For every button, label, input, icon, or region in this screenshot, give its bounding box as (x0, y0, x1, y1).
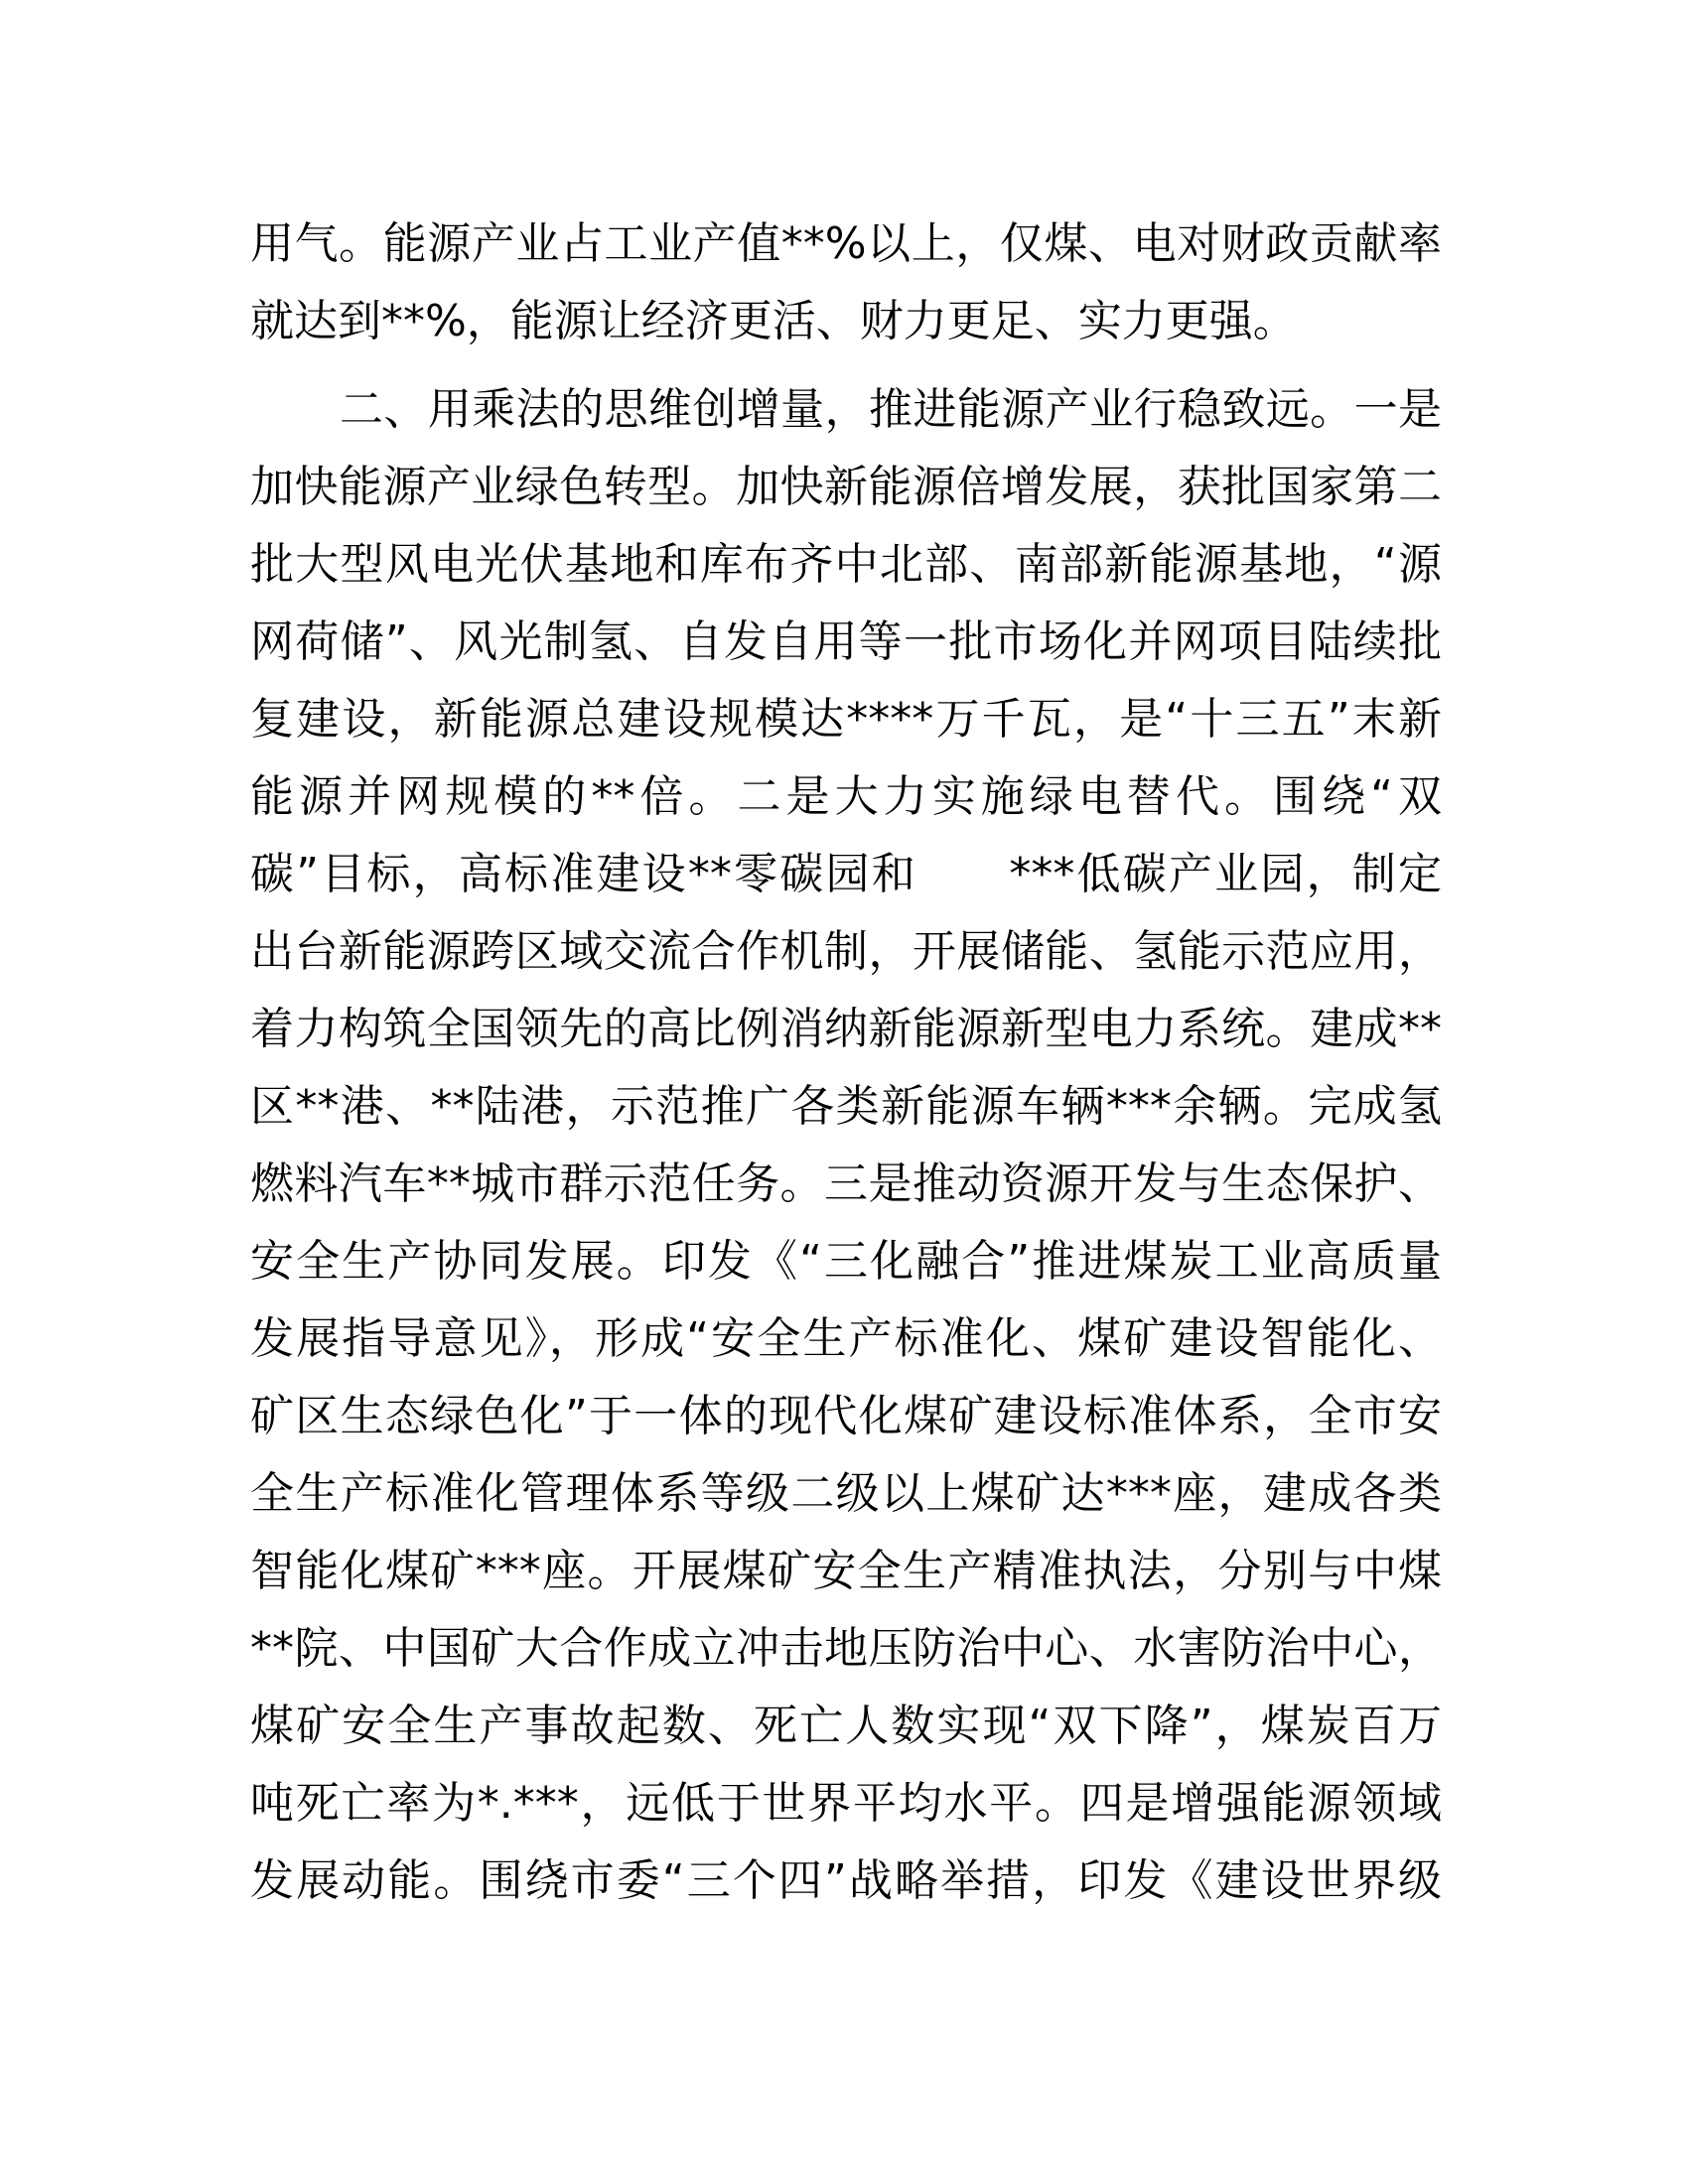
paragraph-line: 出台新能源跨区域交流合作机制，开展储能、氢能示范应用， (250, 926, 1442, 977)
paragraph-line: 发展动能。围绕市委“三个四”战略举措，印发《建设世界级 (250, 1855, 1442, 1906)
paragraph-line: 区**港、**陆港，示范推广各类新能源车辆***余辆。完成氢 (250, 1081, 1442, 1132)
paragraph-line: 着力构筑全国领先的高比例消纳新能源新型电力系统。建成** (250, 1004, 1442, 1054)
paragraph-line: 全生产标准化管理体系等级二级以上煤矿达***座，建成各类 (250, 1468, 1442, 1519)
paragraph-line: 二、用乘法的思维创增量，推进能源产业行稳致远。一是 (340, 384, 1442, 435)
paragraph-line: 就达到**%，能源让经济更活、财力更足、实力更强。 (250, 296, 1297, 346)
paragraph-line: 用气。能源产业占工业产值**%以上，仅煤、电对财政贡献率 (250, 218, 1442, 269)
paragraph-line: 吨死亡率为*.***，远低于世界平均水平。四是增强能源领域 (250, 1778, 1442, 1829)
paragraph-line: 复建设，新能源总建设规模达****万千瓦，是“十三五”末新 (250, 694, 1442, 745)
paragraph-line: **院、中国矿大合作成立冲击地压防治中心、水害防治中心， (250, 1623, 1442, 1674)
paragraph-line: 加快能源产业绿色转型。加快新能源倍增发展，获批国家第二 (250, 462, 1442, 512)
paragraph-line: 批大型风电光伏基地和库布齐中北部、南部新能源基地，“源 (250, 539, 1442, 590)
paragraph-line: 矿区生态绿色化”于一体的现代化煤矿建设标准体系，全市安 (250, 1391, 1442, 1441)
paragraph-line: 智能化煤矿***座。开展煤矿安全生产精准执法，分别与中煤 (250, 1546, 1442, 1596)
paragraph-line: 煤矿安全生产事故起数、死亡人数实现“双下降”，煤炭百万 (250, 1701, 1442, 1751)
paragraph-line: 发展指导意见》，形成“安全生产标准化、煤矿建设智能化、 (250, 1313, 1442, 1364)
paragraph-line: 安全生产协同发展。印发《“三化融合”推进煤炭工业高质量 (250, 1236, 1442, 1287)
paragraph-line: 燃料汽车**城市群示范任务。三是推动资源开发与生态保护、 (250, 1159, 1442, 1209)
paragraph-line: 碳”目标，高标准建设**零碳园和 ***低碳产业园，制定 (250, 849, 1442, 899)
paragraph-line: 能源并网规模的**倍。二是大力实施绿电替代。围绕“双 (250, 771, 1442, 822)
paragraph-line: 网荷储”、风光制氢、自发自用等一批市场化并网项目陆续批 (250, 616, 1442, 667)
